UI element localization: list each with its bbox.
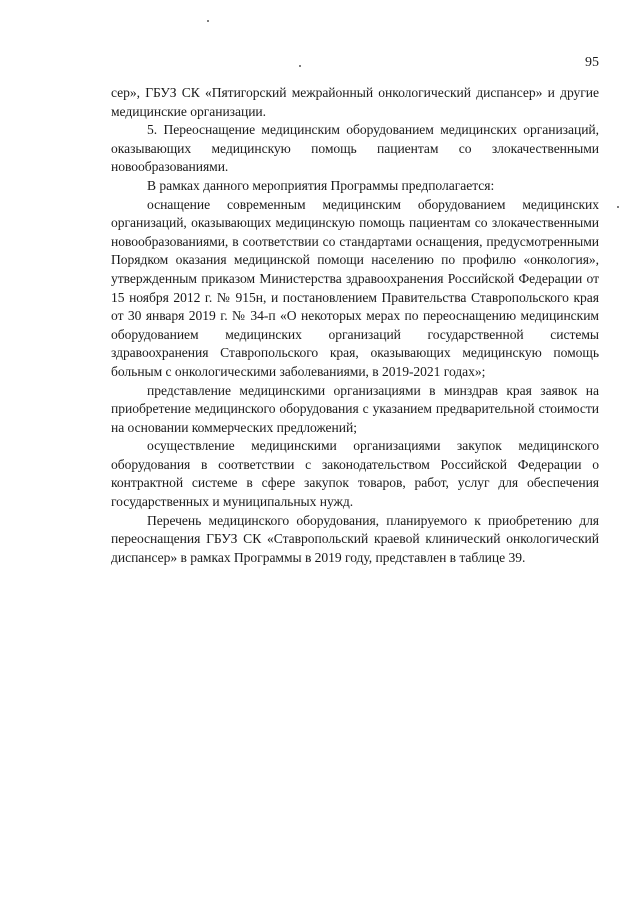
page-number: 95 [585, 55, 599, 70]
paragraph-intro: В рамках данного мероприятия Программы предполагается: [147, 177, 495, 193]
paragraph-equipment: оснащение современным медицинским оборудованием медицинских организаций, оказывающих медицинскую помощь пациентам со злокачественными новообразованиями, в соответствии со стандартами оснащения, предусмотренными Порядком оказания медицинской помощи населению по профилю «онкология», утвержденным приказом Министерства здравоохранения Российской Федерации от 15 ноября 2012 г. № 915н, и постановлением Правительства Ставропольского края от 30 января 2019 г. № 34-п «О некоторых мерах по переоснащению медицинским оборудованием медицинских организаций государственной системы здравоохранения Ставропольского края, оказывающих медицинскую помощь больным с онкологическими заболеваниями, в 2019-2021 годах»; [111, 196, 599, 379]
paragraph-equipment-list: Перечень медицинского оборудования, планируемого к приобретению для переоснащения ГБУЗ СК «Ставропольский краевой клинический онкологический диспансер» в рамках Программы в 2019 году, представлен в таблице 39. [111, 512, 599, 565]
paragraph-continuation: сер», ГБУЗ СК «Пятигорский межрайонный онкологический диспансер» и другие медицинские организации. [111, 85, 599, 119]
scan-speck [299, 65, 301, 67]
scan-speck [617, 206, 619, 208]
paragraph-procurement: осуществление медицинскими организациями закупок медицинского оборудования в соответствии с законодательством Российской Федерации о контрактной системе в сфере закупок товаров, работ, услуг для обеспечения государственных и муниципальных нужд. [111, 438, 599, 510]
body-text [111, 84, 599, 567]
scan-speck [207, 20, 209, 22]
paragraph-item-5: 5. Переоснащение медицинским оборудованием медицинских организаций, оказывающих медицинскую помощь пациентам со злокачественными новообразованиями. [111, 122, 599, 175]
paragraph-applications: представление медицинскими организациями в минздрав края заявок на приобретение медицинского оборудования с указанием предварительной стоимости на основании коммерческих предложений; [111, 382, 599, 435]
